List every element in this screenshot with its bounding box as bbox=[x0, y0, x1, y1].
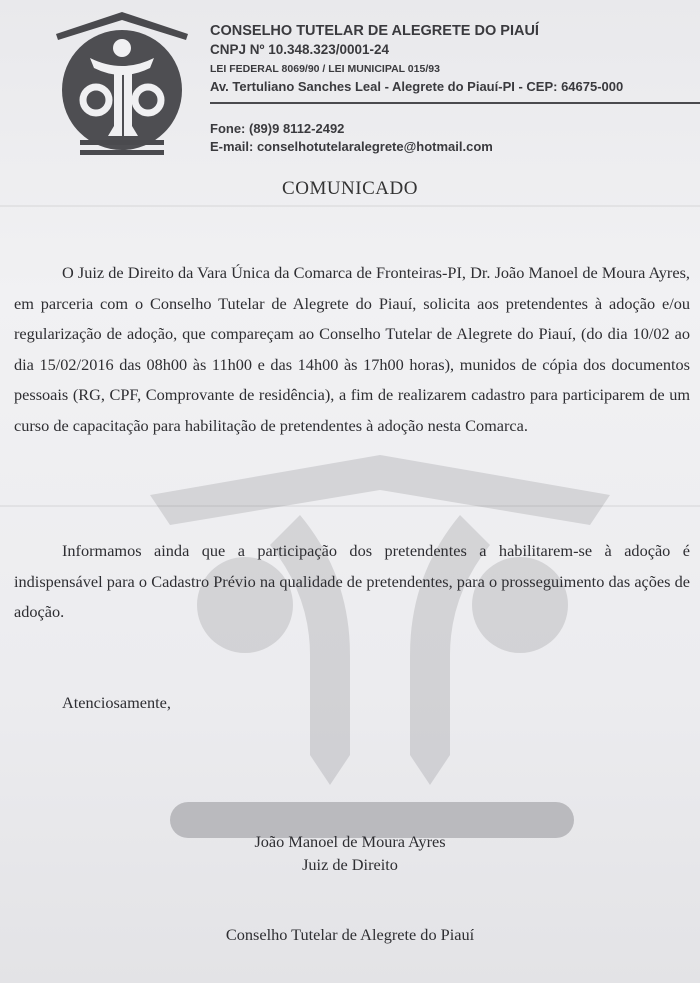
signer-role: Juiz de Direito bbox=[302, 855, 398, 874]
document-title: COMUNICADO bbox=[282, 178, 418, 199]
law-reference: LEI FEDERAL 8069/90 / LEI MUNICIPAL 015/93 bbox=[210, 63, 440, 75]
signer-name: João Manoel de Moura Ayres bbox=[254, 832, 446, 851]
address: Av. Tertuliano Sanches Leal - Alegrete do Piauí-PI - CEP: 64675-000 bbox=[210, 79, 624, 94]
paragraph-2: Informamos ainda que a participação dos pretendentes a habilitarem-se à adoção é indispensável para o Cadastro Prévio na qualidade de pretendentes, para o prosseguimento das ações de adoção. bbox=[14, 541, 690, 621]
letterhead bbox=[210, 22, 690, 95]
org-name: CONSELHO TUTELAR DE ALEGRETE DO PIAUÍ bbox=[210, 23, 539, 39]
paper-fold bbox=[0, 205, 700, 207]
paragraph-1: O Juiz de Direito da Vara Única da Comarca de Fronteiras-PI, Dr. João Manoel de Moura Ayres, em parceria com o Conselho Tutelar de Alegrete do Piauí, solicita aos pretendentes à adoção e/ou regularização de adoção, que compareçam ao Conselho Tutelar de Alegrete do Piauí, (do dia 10/02 ao dia 15/02/2016 das 08h00 às 11h00 e das 14h00 às 17h00 horas), munidos de cópia dos documentos pessoais (RG, CPF, Comprovante de residência), a fim de realizarem cadastro para participarem de um curso de capacitação para habilitação de pretendentes à adoção nesta Comarca. bbox=[14, 263, 690, 435]
footer-org: Conselho Tutelar de Alegrete do Piauí bbox=[225, 925, 475, 944]
email: E-mail: conselhotutelaralegrete@hotmail.com bbox=[210, 139, 493, 154]
closing: Atenciosamente, bbox=[62, 693, 171, 712]
phone: Fone: (89)9 8112-2492 bbox=[210, 121, 345, 136]
header-divider bbox=[210, 102, 700, 104]
cnpj-number: CNPJ Nº 10.348.323/0001-24 bbox=[210, 42, 390, 57]
contact-block bbox=[210, 120, 493, 156]
council-logo bbox=[52, 8, 192, 163]
